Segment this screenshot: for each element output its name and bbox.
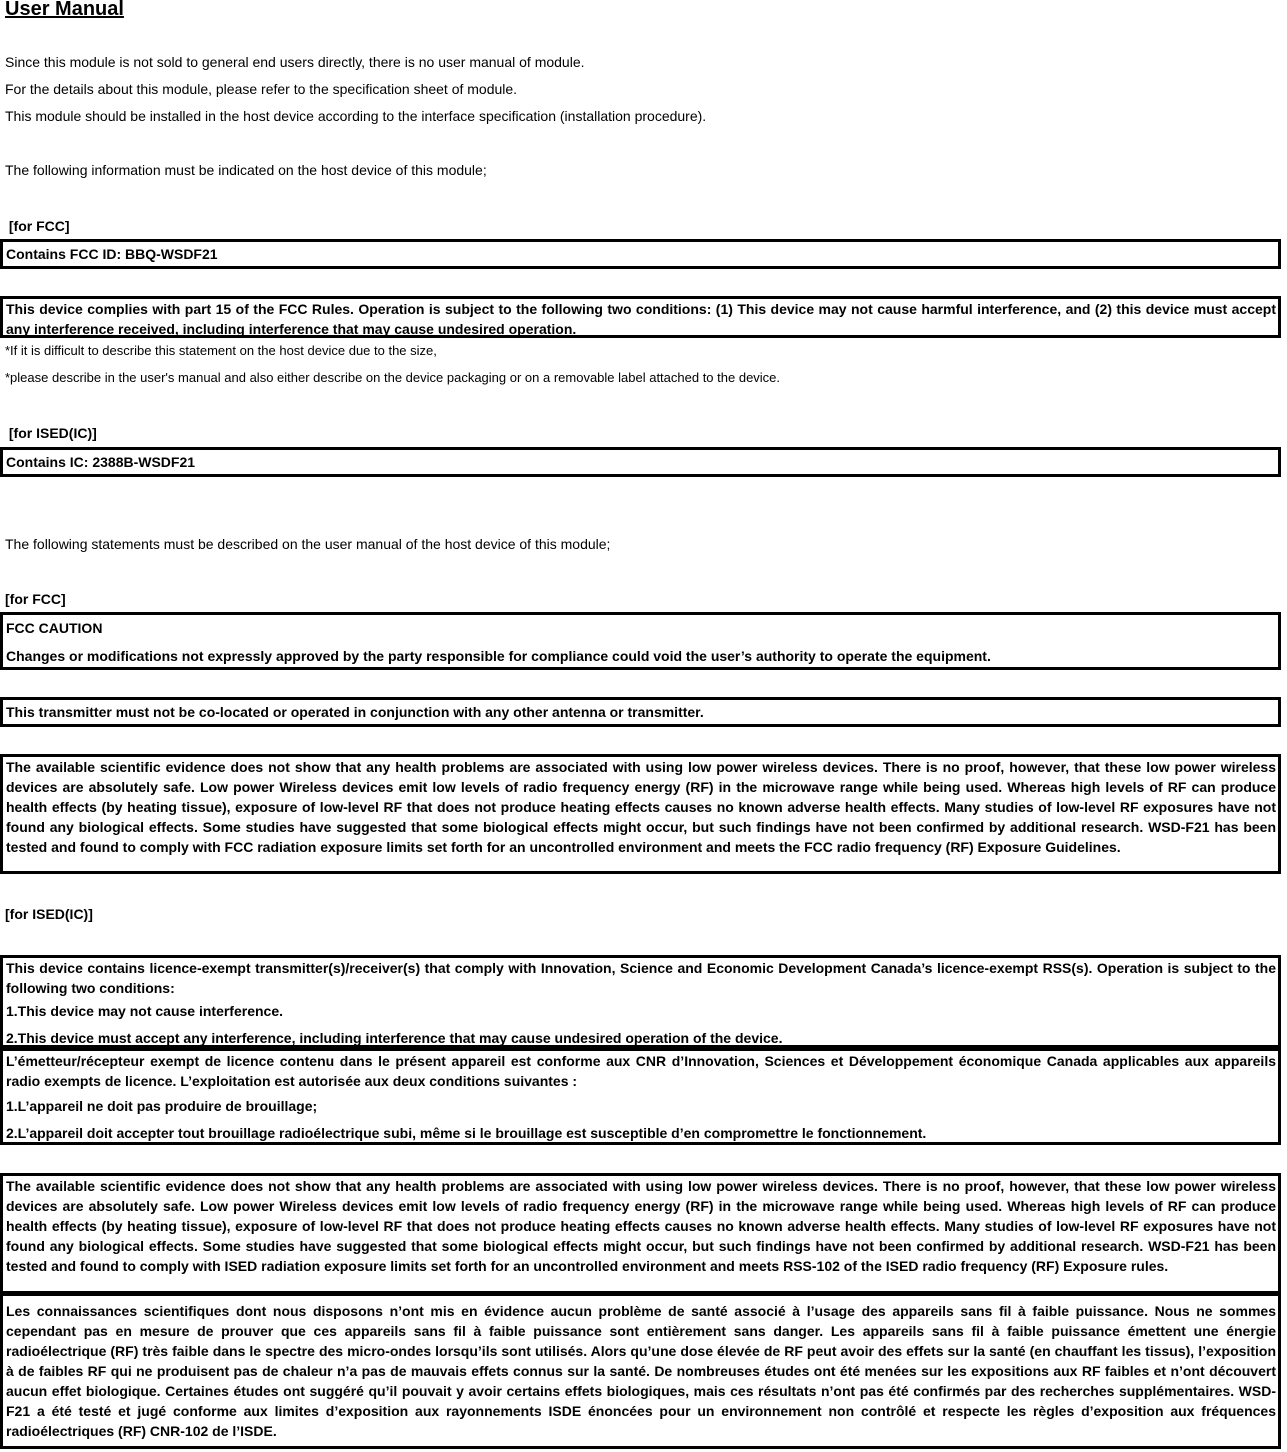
colocation-box (0, 697, 1281, 727)
fcc-part15-box (0, 296, 1281, 338)
ic-id-box (0, 447, 1281, 477)
manual-ised-header: [for ISED(IC)] (5, 906, 93, 922)
intro-line-3: This module should be installed in the host device according to the interface specification (installation procedure). (5, 108, 707, 124)
page-title: User Manual (5, 0, 124, 20)
fcc-rf-text: The available scientific evidence does not show that any health problems are associated with using low power wireless devices. There is no proof, however, that these low power wireless devices are absolutely safe. Low power Wireless devices emit low levels of radio frequency energy (RF) in the microwave range while being used. Whereas high levels of RF can produce health effects (by heating tissue), exposure of low-level RF that does not produce heating effects causes no known adverse health effects. Many studies of low-level RF exposures have not found any biological effects. Some studies have suggested that some biological effects might occur, but such findings have not been confirmed by additional research. WSD-F21 has been tested and found to comply with FCC radiation exposure limits set forth for an uncontrolled environment and meets the FCC radio frequency (RF) Exposure Guidelines. (6, 759, 1276, 855)
ised-en-box (0, 955, 1281, 1048)
ised-en-text: This device contains licence-exempt transmitter(s)/receiver(s) that comply with Innovation, Science and Economic Development Canada’s licence-exempt RSS(s). Operation is subject to the following two conditions: (6, 960, 1276, 996)
fcc-caution-text: Changes or modifications not expressly approved by the party responsible for compliance could void the user’s authority to operate the equipment. (6, 648, 991, 664)
manual-intro: The following statements must be described on the user manual of the host device of this module; (5, 536, 611, 552)
note-line-2: *please describe in the user's manual and also either describe on the device packaging or on a removable label attached to the device. (5, 370, 781, 385)
intro-line-1: Since this module is not sold to general end users directly, there is no user manual of module. (5, 54, 585, 70)
host-label-intro: The following information must be indicated on the host device of this module; (5, 162, 487, 178)
fcc-caution-box (0, 612, 1281, 670)
ised-fr-item-1: 1.L’appareil ne doit pas produire de brouillage; (6, 1098, 318, 1114)
ised-rf-fr-box (0, 1293, 1281, 1449)
label-ised-header: [for ISED(IC)] (5, 425, 97, 441)
ised-rf-en-text: The available scientific evidence does not show that any health problems are associated with using low power wireless devices. There is no proof, however, that these low power wireless devices are absolutely safe. Low power Wireless devices emit low levels of radio frequency energy (RF) in the microwave range while being used. Whereas high levels of RF can produce health effects (by heating tissue), exposure of low-level RF that does not produce heating effects causes no known adverse health effects. Many studies of low-level RF exposures have not found any biological effects. Some studies have suggested that some biological effects might occur, but such findings have not been confirmed by additional research. WSD-F21 has been tested and found to comply with ISED radiation exposure limits set forth for an uncontrolled environment and meets RSS-102 of the ISED radio frequency (RF) Exposure rules. (6, 1178, 1276, 1274)
fcc-id-box (0, 239, 1281, 269)
fcc-caution-title: FCC CAUTION (6, 620, 103, 636)
fcc-id-text: Contains FCC ID: BBQ-WSDF21 (6, 246, 218, 262)
label-fcc-header: [for FCC] (5, 218, 70, 234)
fcc-rf-box (0, 754, 1281, 874)
manual-fcc-header: [for FCC] (5, 591, 66, 607)
ised-en-item-1: 1.This device may not cause interference. (6, 1003, 284, 1019)
ised-fr-item-2: 2.L’appareil doit accepter tout brouillage radioélectrique subi, même si le brouillage est susceptible d’en compromettre le fonctionnement. (6, 1125, 927, 1141)
colocation-text: This transmitter must not be co-located or operated in conjunction with any other antenna or transmitter. (6, 704, 704, 720)
ised-rf-en-box (0, 1173, 1281, 1294)
ised-fr-text: L’émetteur/récepteur exempt de licence contenu dans le présent appareil est conforme aux CNR d’Innovation, Sciences et Développement économique Canada applicables aux appareils radio exempts de licence. L’exploitation est autorisée aux deux conditions suivantes : (6, 1053, 1276, 1089)
fcc-part15-text: This device complies with part 15 of the FCC Rules. Operation is subject to the following two conditions: (1) This device may not cause harmful interference, and (2) this device must accept any interference received, including interference that may cause undesired operation. (6, 301, 1276, 337)
ised-rf-fr-text: Les connaissances scientifiques dont nous disposons n’ont mis en évidence aucun problème de santé associé à l’usage des appareils sans fil à faible puissance. Nous ne sommes cependant pas en mesure de prouver que ces appareils sans fil à faible puissance sont entièrement sans danger. Les appareils sans fil à faible puissance émettent une énergie radioélectrique (RF) très faible dans le spectre des micro-ondes lorsqu’ils sont utilisés. Alors qu’une dose élevée de RF peut avoir des effets sur la santé (en chauffant les tissus), l’exposition à de faibles RF qui ne produisent pas de chaleur n’a pas de mauvais effets connus sur la santé. De nombreuses études ont été menées sur les expositions aux RF faibles et n’ont découvert aucun effet biologique. Certaines études ont suggéré qu’il pouvait y avoir certains effets biologiques, mais ces résultats n’ont pas été confirmés par des recherches supplémentaires. WSD-F21 a été testé et jugé conforme aux limites d’exposition aux rayonnements ISDE énoncées pour un environnement non contrôlé et respecte les règles d’exposition aux fréquences radioélectriques (RF) CNR-102 de l’ISDE. (6, 1303, 1276, 1439)
note-line-1: *If it is difficult to describe this statement on the host device due to the size, (5, 343, 437, 358)
ic-id-text: Contains IC: 2388B-WSDF21 (6, 454, 196, 470)
ised-fr-box (0, 1048, 1281, 1145)
intro-line-2: For the details about this module, please refer to the specification sheet of module. (5, 81, 518, 97)
ised-en-item-2: 2.This device must accept any interference, including interference that may cause undesired operation of the device. (6, 1030, 783, 1046)
